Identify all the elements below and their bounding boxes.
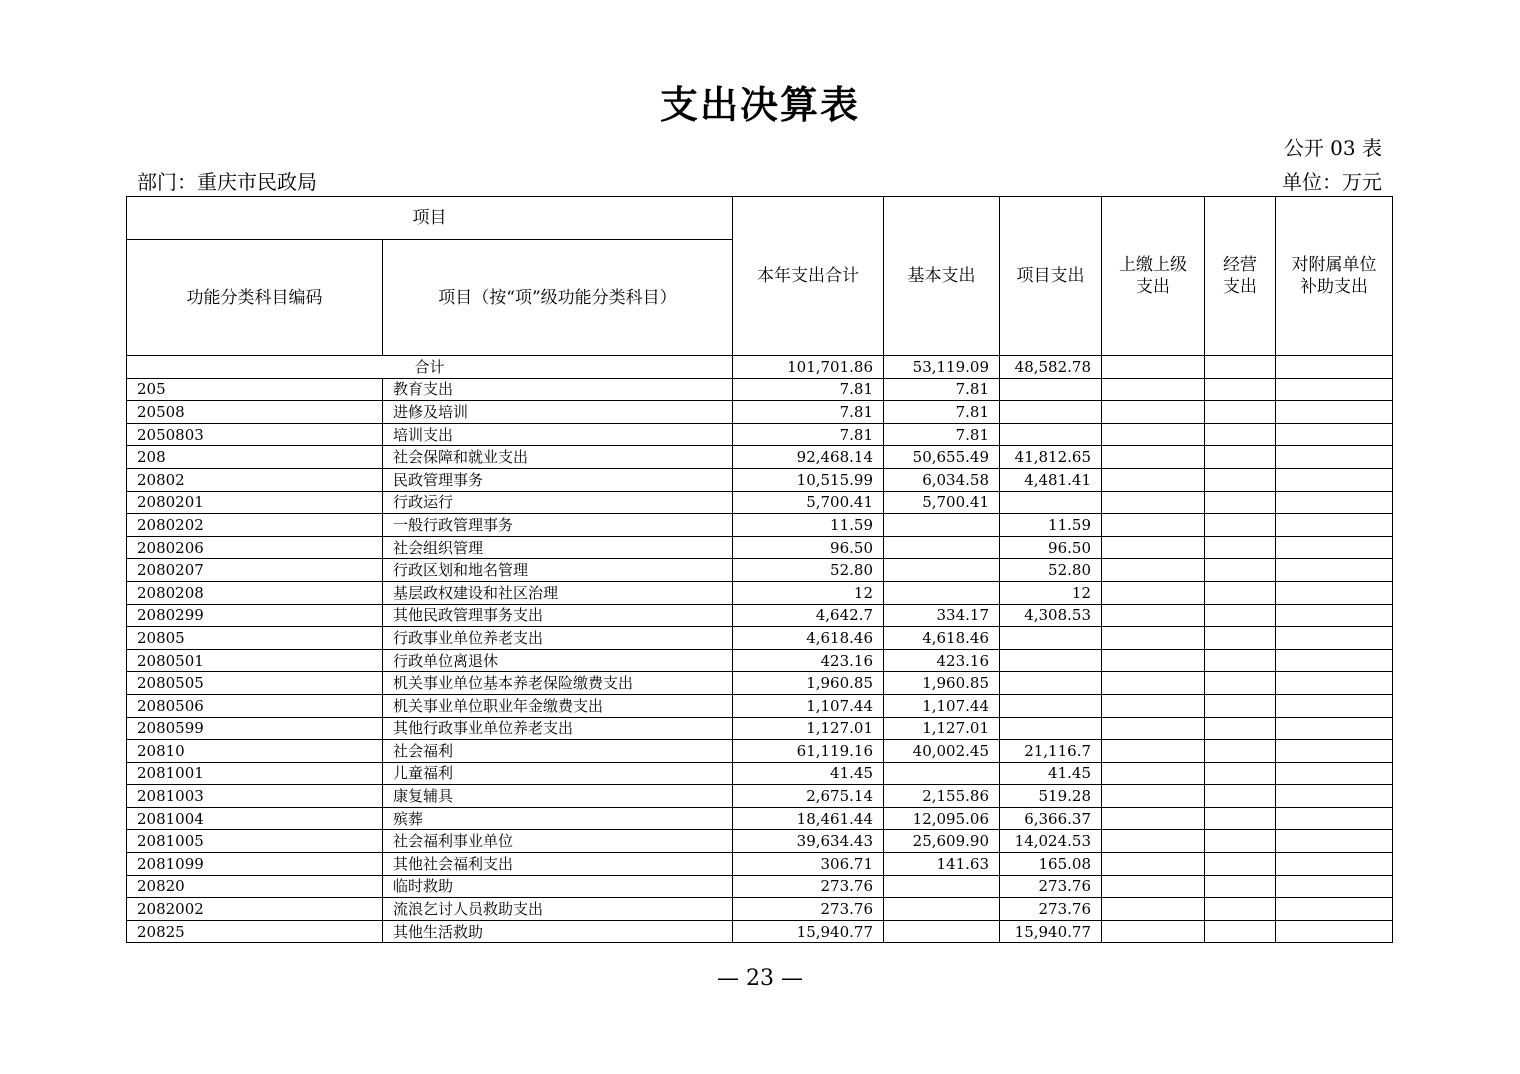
project-cell — [1000, 717, 1102, 740]
business-cell — [1205, 356, 1276, 379]
total-cell: 7.81 — [733, 423, 884, 446]
basic-cell: 6,034.58 — [884, 468, 1000, 491]
total-cell: 12 — [733, 581, 884, 604]
basic-cell — [884, 536, 1000, 559]
table-row — [127, 830, 1393, 853]
table-row — [127, 649, 1393, 672]
project-cell: 273.76 — [1000, 875, 1102, 898]
table-row — [127, 785, 1393, 808]
business-cell — [1205, 762, 1276, 785]
upper-cell — [1102, 627, 1205, 650]
basic-cell — [884, 514, 1000, 537]
name-cell: 其他社会福利支出 — [383, 853, 733, 876]
name-cell: 临时救助 — [383, 875, 733, 898]
upper-cell — [1102, 423, 1205, 446]
name-cell: 行政区划和地名管理 — [383, 559, 733, 582]
code-cell: 2081099 — [127, 853, 383, 876]
total-cell: 101,701.86 — [733, 356, 884, 379]
table-row — [127, 717, 1393, 740]
subsidy-cell — [1276, 717, 1393, 740]
business-cell — [1205, 717, 1276, 740]
basic-cell — [884, 559, 1000, 582]
business-cell — [1205, 807, 1276, 830]
subsidy-cell — [1276, 740, 1393, 763]
total-cell: 11.59 — [733, 514, 884, 537]
total-cell: 52.80 — [733, 559, 884, 582]
subsidy-cell — [1276, 423, 1393, 446]
total-cell: 7.81 — [733, 378, 884, 401]
total-cell: 2,675.14 — [733, 785, 884, 808]
header-project: 项目支出 — [1000, 197, 1102, 356]
project-cell — [1000, 378, 1102, 401]
project-cell: 273.76 — [1000, 898, 1102, 921]
code-cell: 20802 — [127, 468, 383, 491]
business-cell — [1205, 604, 1276, 627]
basic-cell — [884, 581, 1000, 604]
project-cell — [1000, 649, 1102, 672]
upper-cell — [1102, 875, 1205, 898]
project-cell: 21,116.7 — [1000, 740, 1102, 763]
basic-cell — [884, 920, 1000, 943]
total-cell: 273.76 — [733, 875, 884, 898]
table-row — [127, 514, 1393, 537]
code-cell: 2081001 — [127, 762, 383, 785]
header-upper: 上缴上级支出 — [1102, 197, 1205, 356]
unit-label: 单位：万元 — [1282, 170, 1382, 194]
subsidy-cell — [1276, 920, 1393, 943]
subsidy-cell — [1276, 672, 1393, 695]
subsidy-cell — [1276, 627, 1393, 650]
basic-cell — [884, 875, 1000, 898]
project-cell: 41,812.65 — [1000, 446, 1102, 469]
subsidy-cell — [1276, 604, 1393, 627]
upper-cell — [1102, 898, 1205, 921]
upper-cell — [1102, 785, 1205, 808]
basic-cell: 1,127.01 — [884, 717, 1000, 740]
basic-cell — [884, 898, 1000, 921]
table-row — [127, 491, 1393, 514]
subsidy-cell — [1276, 694, 1393, 717]
total-cell: 18,461.44 — [733, 807, 884, 830]
project-cell: 15,940.77 — [1000, 920, 1102, 943]
total-cell: 92,468.14 — [733, 446, 884, 469]
subsidy-cell — [1276, 830, 1393, 853]
header-basic: 基本支出 — [884, 197, 1000, 356]
header-subsidy: 对附属单位补助支出 — [1276, 197, 1393, 356]
table-row — [127, 920, 1393, 943]
header-total: 本年支出合计 — [733, 197, 884, 356]
table-row — [127, 468, 1393, 491]
code-cell: 2082002 — [127, 898, 383, 921]
table-row — [127, 875, 1393, 898]
business-cell — [1205, 491, 1276, 514]
upper-cell — [1102, 446, 1205, 469]
project-cell: 6,366.37 — [1000, 807, 1102, 830]
page-number: — 23 — — [717, 966, 803, 991]
code-cell: 2080207 — [127, 559, 383, 582]
upper-cell — [1102, 717, 1205, 740]
header-code: 功能分类科目编码 — [127, 240, 383, 356]
name-cell: 民政管理事务 — [383, 468, 733, 491]
code-cell: 2080201 — [127, 491, 383, 514]
code-cell: 2080599 — [127, 717, 383, 740]
subsidy-cell — [1276, 853, 1393, 876]
total-cell: 7.81 — [733, 401, 884, 424]
name-cell: 社会福利事业单位 — [383, 830, 733, 853]
code-cell: 20810 — [127, 740, 383, 763]
project-cell — [1000, 672, 1102, 695]
project-cell: 165.08 — [1000, 853, 1102, 876]
basic-cell: 40,002.45 — [884, 740, 1000, 763]
table-row — [127, 694, 1393, 717]
subsidy-cell — [1276, 446, 1393, 469]
basic-cell: 25,609.90 — [884, 830, 1000, 853]
table-number: 公开 03 表 — [1283, 136, 1382, 160]
basic-cell: 5,700.41 — [884, 491, 1000, 514]
header-business: 经营支出 — [1205, 197, 1276, 356]
total-label: 合计 — [127, 356, 733, 379]
project-cell — [1000, 694, 1102, 717]
subsidy-cell — [1276, 875, 1393, 898]
upper-cell — [1102, 401, 1205, 424]
project-cell: 41.45 — [1000, 762, 1102, 785]
upper-cell — [1102, 920, 1205, 943]
business-cell — [1205, 536, 1276, 559]
basic-cell: 423.16 — [884, 649, 1000, 672]
business-cell — [1205, 627, 1276, 650]
upper-cell — [1102, 536, 1205, 559]
code-cell: 2080501 — [127, 649, 383, 672]
project-cell — [1000, 627, 1102, 650]
name-cell: 机关事业单位基本养老保险缴费支出 — [383, 672, 733, 695]
business-cell — [1205, 649, 1276, 672]
total-cell: 1,960.85 — [733, 672, 884, 695]
table-row — [127, 423, 1393, 446]
table-row — [127, 672, 1393, 695]
name-cell: 殡葬 — [383, 807, 733, 830]
upper-cell — [1102, 514, 1205, 537]
subsidy-cell — [1276, 762, 1393, 785]
basic-cell: 141.63 — [884, 853, 1000, 876]
upper-cell — [1102, 672, 1205, 695]
name-cell: 进修及培训 — [383, 401, 733, 424]
upper-cell — [1102, 581, 1205, 604]
business-cell — [1205, 514, 1276, 537]
upper-cell — [1102, 559, 1205, 582]
business-cell — [1205, 830, 1276, 853]
page-title: 支出决算表 — [659, 83, 860, 127]
name-cell: 一般行政管理事务 — [383, 514, 733, 537]
project-cell: 11.59 — [1000, 514, 1102, 537]
subsidy-cell — [1276, 649, 1393, 672]
project-cell: 52.80 — [1000, 559, 1102, 582]
subsidy-cell — [1276, 785, 1393, 808]
table-row — [127, 627, 1393, 650]
name-cell: 其他行政事业单位养老支出 — [383, 717, 733, 740]
name-cell: 其他民政管理事务支出 — [383, 604, 733, 627]
subsidy-cell — [1276, 356, 1393, 379]
name-cell: 行政事业单位养老支出 — [383, 627, 733, 650]
business-cell — [1205, 401, 1276, 424]
upper-cell — [1102, 491, 1205, 514]
business-cell — [1205, 446, 1276, 469]
code-cell: 2080208 — [127, 581, 383, 604]
project-cell: 519.28 — [1000, 785, 1102, 808]
table-row — [127, 853, 1393, 876]
name-cell: 康复辅具 — [383, 785, 733, 808]
name-cell: 儿童福利 — [383, 762, 733, 785]
name-cell: 机关事业单位职业年金缴费支出 — [383, 694, 733, 717]
subsidy-cell — [1276, 898, 1393, 921]
upper-cell — [1102, 604, 1205, 627]
basic-cell: 1,960.85 — [884, 672, 1000, 695]
business-cell — [1205, 468, 1276, 491]
table-row — [127, 604, 1393, 627]
name-cell: 行政单位离退休 — [383, 649, 733, 672]
code-cell: 2081003 — [127, 785, 383, 808]
upper-cell — [1102, 807, 1205, 830]
subsidy-cell — [1276, 491, 1393, 514]
business-cell — [1205, 559, 1276, 582]
upper-cell — [1102, 853, 1205, 876]
code-cell: 20805 — [127, 627, 383, 650]
total-cell: 96.50 — [733, 536, 884, 559]
project-cell: 96.50 — [1000, 536, 1102, 559]
code-cell: 2050803 — [127, 423, 383, 446]
header-name: 项目（按“项”级功能分类科目） — [383, 240, 733, 356]
name-cell: 教育支出 — [383, 378, 733, 401]
table-row — [127, 401, 1393, 424]
table-row — [127, 581, 1393, 604]
business-cell — [1205, 672, 1276, 695]
name-cell: 社会组织管理 — [383, 536, 733, 559]
total-cell: 39,634.43 — [733, 830, 884, 853]
basic-cell: 334.17 — [884, 604, 1000, 627]
subsidy-cell — [1276, 559, 1393, 582]
table-row — [127, 559, 1393, 582]
total-cell: 273.76 — [733, 898, 884, 921]
basic-cell: 4,618.46 — [884, 627, 1000, 650]
business-cell — [1205, 694, 1276, 717]
subsidy-cell — [1276, 514, 1393, 537]
total-cell: 1,107.44 — [733, 694, 884, 717]
name-cell: 培训支出 — [383, 423, 733, 446]
upper-cell — [1102, 830, 1205, 853]
basic-cell: 12,095.06 — [884, 807, 1000, 830]
total-cell: 41.45 — [733, 762, 884, 785]
upper-cell — [1102, 694, 1205, 717]
project-cell: 14,024.53 — [1000, 830, 1102, 853]
upper-cell — [1102, 356, 1205, 379]
basic-cell: 50,655.49 — [884, 446, 1000, 469]
code-cell: 2080202 — [127, 514, 383, 537]
subsidy-cell — [1276, 807, 1393, 830]
total-cell: 1,127.01 — [733, 717, 884, 740]
total-cell: 15,940.77 — [733, 920, 884, 943]
project-cell — [1000, 491, 1102, 514]
business-cell — [1205, 581, 1276, 604]
total-cell: 10,515.99 — [733, 468, 884, 491]
project-cell: 4,481.41 — [1000, 468, 1102, 491]
subsidy-cell — [1276, 401, 1393, 424]
business-cell — [1205, 875, 1276, 898]
basic-cell: 2,155.86 — [884, 785, 1000, 808]
table-row — [127, 740, 1393, 763]
business-cell — [1205, 740, 1276, 763]
basic-cell: 1,107.44 — [884, 694, 1000, 717]
basic-cell: 7.81 — [884, 378, 1000, 401]
business-cell — [1205, 898, 1276, 921]
basic-cell: 7.81 — [884, 401, 1000, 424]
code-cell: 2080206 — [127, 536, 383, 559]
name-cell: 行政运行 — [383, 491, 733, 514]
code-cell: 205 — [127, 378, 383, 401]
upper-cell — [1102, 649, 1205, 672]
subsidy-cell — [1276, 378, 1393, 401]
code-cell: 2081005 — [127, 830, 383, 853]
code-cell: 2080506 — [127, 694, 383, 717]
code-cell: 208 — [127, 446, 383, 469]
code-cell: 2080505 — [127, 672, 383, 695]
basic-cell: 7.81 — [884, 423, 1000, 446]
table-row — [127, 898, 1393, 921]
total-cell: 4,618.46 — [733, 627, 884, 650]
code-cell: 20508 — [127, 401, 383, 424]
code-cell: 20825 — [127, 920, 383, 943]
table-row — [127, 378, 1393, 401]
total-cell: 61,119.16 — [733, 740, 884, 763]
department-label: 部门：重庆市民政局 — [137, 170, 317, 194]
upper-cell — [1102, 740, 1205, 763]
project-cell — [1000, 401, 1102, 424]
business-cell — [1205, 853, 1276, 876]
name-cell: 基层政权建设和社区治理 — [383, 581, 733, 604]
upper-cell — [1102, 378, 1205, 401]
table-row — [127, 446, 1393, 469]
total-cell: 4,642.7 — [733, 604, 884, 627]
name-cell: 社会保障和就业支出 — [383, 446, 733, 469]
upper-cell — [1102, 468, 1205, 491]
business-cell — [1205, 378, 1276, 401]
business-cell — [1205, 920, 1276, 943]
project-cell: 48,582.78 — [1000, 356, 1102, 379]
total-cell: 306.71 — [733, 853, 884, 876]
table-row — [127, 536, 1393, 559]
business-cell — [1205, 785, 1276, 808]
code-cell: 2080299 — [127, 604, 383, 627]
subsidy-cell — [1276, 536, 1393, 559]
basic-cell: 53,119.09 — [884, 356, 1000, 379]
total-cell: 5,700.41 — [733, 491, 884, 514]
expenditure-table — [126, 196, 1393, 943]
basic-cell — [884, 762, 1000, 785]
project-cell: 4,308.53 — [1000, 604, 1102, 627]
business-cell — [1205, 423, 1276, 446]
project-cell — [1000, 423, 1102, 446]
subsidy-cell — [1276, 581, 1393, 604]
table-row — [127, 807, 1393, 830]
total-row — [127, 356, 1393, 379]
code-cell: 20820 — [127, 875, 383, 898]
name-cell: 流浪乞讨人员救助支出 — [383, 898, 733, 921]
table-row — [127, 762, 1393, 785]
name-cell: 社会福利 — [383, 740, 733, 763]
total-cell: 423.16 — [733, 649, 884, 672]
header-project-group: 项目 — [127, 197, 733, 240]
code-cell: 2081004 — [127, 807, 383, 830]
subsidy-cell — [1276, 468, 1393, 491]
name-cell: 其他生活救助 — [383, 920, 733, 943]
project-cell: 12 — [1000, 581, 1102, 604]
upper-cell — [1102, 762, 1205, 785]
